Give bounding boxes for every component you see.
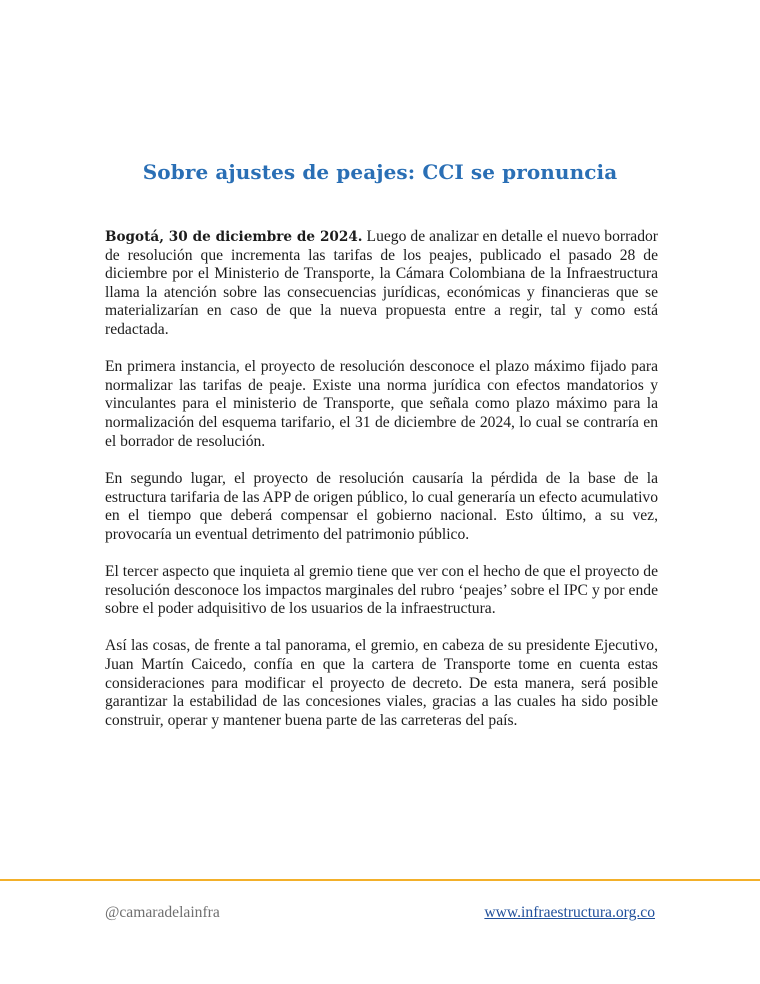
press-release-body	[105, 228, 658, 749]
paragraph-dateline	[105, 228, 658, 340]
dateline: Bogotá, 30 de diciembre de 2024.	[105, 229, 363, 245]
social-handle: @camaradelainfra	[105, 904, 220, 921]
paragraph-text: Luego de analizar en detalle el nuevo borrador de resolución que incrementa las tarifas de los peajes, publicado el pasado 28 de diciembre por el Ministerio de Transporte, la Cámara Colombiana de la Infraestructura llama la atención sobre las consecuencias jurídicas, económicas y financieras que se materializarían en caso de que la nueva propuesta entre a regir, tal y como está redactada.	[105, 228, 658, 338]
paragraph-first-point: En primera instancia, el proyecto de resolución desconoce el plazo máximo fijado para normalizar las tarifas de peaje. Existe una norma jurídica con efectos mandatorios y vinculantes para el ministerio de Transporte, que señala como plazo máximo para la normalización del esquema tarifario, el 31 de diciembre de 2024, lo cual se contraría en el borrador de resolución.	[105, 358, 658, 450]
footer-divider	[0, 879, 760, 881]
paragraph-conclusion: Así las cosas, de frente a tal panorama, el gremio, en cabeza de su presidente Ejecutivo, Juan Martín Caicedo, confía en que la cartera de Transporte tome en cuenta estas consideraciones para modificar el proyecto de decreto. De esta manera, será posible garantizar la estabilidad de las concesiones viales, gracias a las cuales ha sido posible construir, operar y mantener buena parte de las carreteras del país.	[105, 637, 658, 729]
website-link[interactable]: www.infraestructura.org.co	[484, 904, 655, 921]
paragraph-third-point: El tercer aspecto que inquieta al gremio tiene que ver con el hecho de que el proyecto de resolución desconoce los impactos marginales del rubro ‘peajes’ sobre el IPC y por ende sobre el poder adquisitivo de los usuarios de la infraestructura.	[105, 562, 658, 618]
page-title: Sobre ajustes de peajes: CCI se pronuncia	[142, 160, 618, 184]
paragraph-second-point: En segundo lugar, el proyecto de resolución causaría la pérdida de la base de la estructura tarifaria de las APP de origen público, lo cual generaría un efecto acumulativo en el tiempo que deberá compensar el gobierno nacional. Esto último, a su vez, provocaría un eventual detrimento del patrimonio público.	[105, 469, 658, 543]
